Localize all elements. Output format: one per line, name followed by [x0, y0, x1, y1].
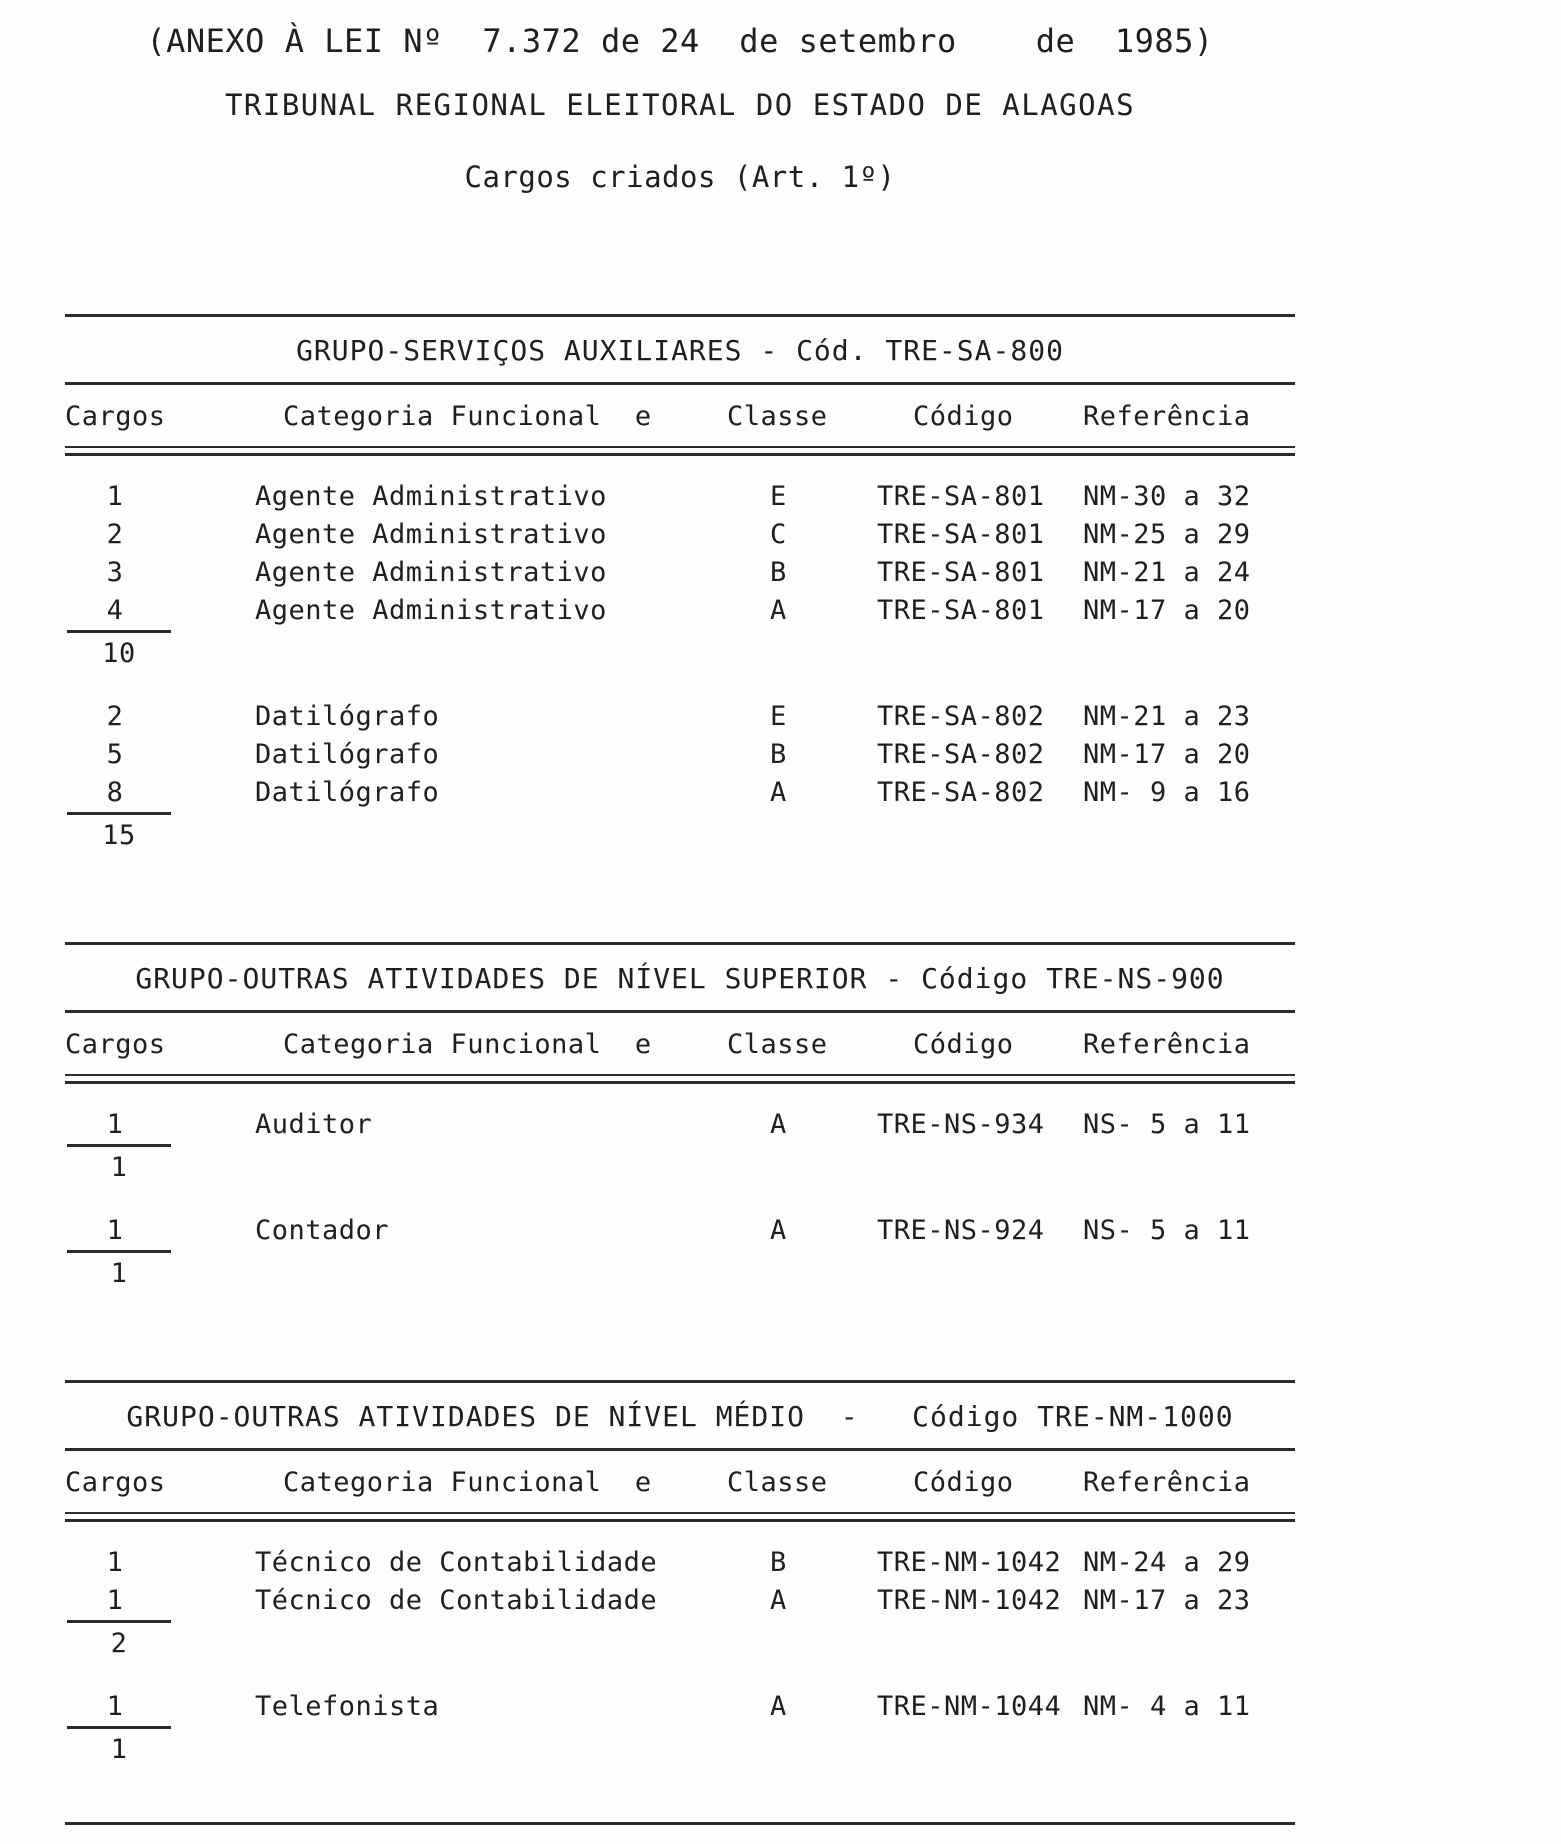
cell-categoria: Agente Administrativo [255, 519, 607, 550]
table-body [65, 456, 1295, 890]
column-header-row [65, 385, 1295, 446]
column-header: Cargos [65, 1029, 166, 1060]
cell-classe: A [770, 1109, 787, 1140]
cell-referencia: NM-17 a 20 [1083, 595, 1251, 626]
cell-categoria: Agente Administrativo [255, 557, 607, 588]
cell-cargos: 2 [106, 519, 124, 550]
table-row [65, 554, 1295, 592]
row-group [65, 1688, 1295, 1768]
cell-referencia: NS- 5 a 11 [1083, 1109, 1251, 1140]
row-group [65, 478, 1295, 672]
column-header: Código [913, 401, 1014, 432]
cell-codigo: TRE-NM-1042 [877, 1585, 1062, 1616]
cell-classe: E [770, 701, 787, 732]
cell-classe: A [770, 595, 787, 626]
column-header: Classe [727, 1029, 828, 1060]
section-title: GRUPO-OUTRAS ATIVIDADES DE NÍVEL SUPERIOR - Código TRE-NS-900 [135, 962, 1225, 995]
cell-cargos: 3 [106, 557, 124, 588]
cell-classe: A [770, 1585, 787, 1616]
cell-referencia: NM-21 a 23 [1083, 701, 1251, 732]
cell-cargos: 5 [106, 739, 124, 770]
cell-codigo: TRE-NM-1044 [877, 1691, 1062, 1722]
table-section-2 [65, 942, 1295, 1328]
cell-codigo: TRE-SA-801 [877, 519, 1045, 550]
table-row [65, 592, 1295, 630]
cell-categoria: Auditor [255, 1109, 373, 1140]
column-header: Cargos [65, 1467, 166, 1498]
cell-categoria: Telefonista [255, 1691, 440, 1722]
table-row [65, 1688, 1295, 1726]
cell-referencia: NM- 4 a 11 [1083, 1691, 1251, 1722]
cell-classe: A [770, 777, 787, 808]
table-row [65, 478, 1295, 516]
cell-classe: E [770, 481, 787, 512]
cell-cargos: 1 [106, 1109, 124, 1140]
subtotal-cargos: 15 [67, 812, 171, 854]
cell-codigo: TRE-SA-802 [877, 701, 1045, 732]
header-rule [65, 1512, 1295, 1522]
cell-cargos: 1 [106, 1691, 124, 1722]
cell-classe: C [770, 519, 787, 550]
annex-title: (ANEXO À LEI Nº 7.372 de 24 de setembro de 1985) [146, 22, 1214, 60]
column-header: Referência [1083, 1029, 1251, 1060]
column-header: Classe [727, 401, 828, 432]
tribunal-title: TRIBUNAL REGIONAL ELEITORAL DO ESTADO DE ALAGOAS [224, 88, 1136, 122]
cell-cargos: 2 [106, 701, 124, 732]
cell-cargos: 1 [106, 1215, 124, 1246]
cell-categoria: Agente Administrativo [255, 481, 607, 512]
cell-codigo: TRE-SA-801 [877, 557, 1045, 588]
cell-referencia: NM- 9 a 16 [1083, 777, 1251, 808]
cell-cargos: 1 [106, 481, 124, 512]
column-header: Categoria Funcional e [283, 1029, 652, 1060]
subtotal-cargos: 1 [67, 1726, 171, 1768]
table-body [65, 1084, 1295, 1328]
table-row [65, 1544, 1295, 1582]
cell-referencia: NM-24 a 29 [1083, 1547, 1251, 1578]
cell-codigo: TRE-NS-934 [877, 1109, 1045, 1140]
cell-classe: B [770, 739, 787, 770]
table-row [65, 1212, 1295, 1250]
cell-categoria: Técnico de Contabilidade [255, 1547, 658, 1578]
column-header: Classe [727, 1467, 828, 1498]
row-group [65, 698, 1295, 854]
column-header-row [65, 1013, 1295, 1074]
document-header [65, 22, 1295, 194]
tables-container [65, 314, 1295, 1804]
column-header: Categoria Funcional e [283, 401, 652, 432]
cell-categoria: Datilógrafo [255, 701, 440, 732]
subtotal-cargos: 2 [67, 1620, 171, 1662]
subtotal-cargos: 10 [67, 630, 171, 672]
column-header: Código [913, 1029, 1014, 1060]
cell-codigo: TRE-SA-802 [877, 777, 1045, 808]
cell-referencia: NM-17 a 20 [1083, 739, 1251, 770]
cell-referencia: NM-21 a 24 [1083, 557, 1251, 588]
subtotal-cargos: 1 [67, 1144, 171, 1186]
table-row [65, 1582, 1295, 1620]
cell-codigo: TRE-SA-802 [877, 739, 1045, 770]
column-header: Referência [1083, 401, 1251, 432]
cell-classe: A [770, 1215, 787, 1246]
table-row [65, 698, 1295, 736]
cell-cargos: 4 [106, 595, 124, 626]
cargos-subtitle: Cargos criados (Art. 1º) [464, 160, 896, 194]
column-header: Cargos [65, 401, 166, 432]
table-row [65, 736, 1295, 774]
table-row [65, 516, 1295, 554]
cell-categoria: Datilógrafo [255, 777, 440, 808]
cell-categoria: Técnico de Contabilidade [255, 1585, 658, 1616]
row-group [65, 1106, 1295, 1186]
cell-categoria: Datilógrafo [255, 739, 440, 770]
table-section-1 [65, 314, 1295, 890]
column-header-row [65, 1451, 1295, 1512]
bottom-rule [65, 1822, 1295, 1825]
table-row [65, 774, 1295, 812]
table-body [65, 1522, 1295, 1804]
cell-codigo: TRE-SA-801 [877, 595, 1045, 626]
table-row [65, 1106, 1295, 1144]
header-rule [65, 1074, 1295, 1084]
cell-codigo: TRE-NS-924 [877, 1215, 1045, 1246]
cell-cargos: 1 [106, 1547, 124, 1578]
cell-referencia: NM-25 a 29 [1083, 519, 1251, 550]
row-group [65, 1544, 1295, 1662]
cell-cargos: 1 [106, 1585, 124, 1616]
column-header: Referência [1083, 1467, 1251, 1498]
cell-classe: A [770, 1691, 787, 1722]
cell-referencia: NM-17 a 23 [1083, 1585, 1251, 1616]
cell-classe: B [770, 557, 787, 588]
section-title: GRUPO-SERVIÇOS AUXILIARES - Cód. TRE-SA-800 [296, 334, 1064, 367]
table-section-3 [65, 1380, 1295, 1804]
cell-cargos: 8 [106, 777, 124, 808]
cell-categoria: Contador [255, 1215, 390, 1246]
section-title: GRUPO-OUTRAS ATIVIDADES DE NÍVEL MÉDIO - Código TRE-NM-1000 [126, 1400, 1234, 1433]
cell-codigo: TRE-NM-1042 [877, 1547, 1062, 1578]
column-header: Categoria Funcional e [283, 1467, 652, 1498]
cell-categoria: Agente Administrativo [255, 595, 607, 626]
column-header: Código [913, 1467, 1014, 1498]
cell-referencia: NS- 5 a 11 [1083, 1215, 1251, 1246]
cell-classe: B [770, 1547, 787, 1578]
header-rule [65, 446, 1295, 456]
subtotal-cargos: 1 [67, 1250, 171, 1292]
cell-codigo: TRE-SA-801 [877, 481, 1045, 512]
row-group [65, 1212, 1295, 1292]
cell-referencia: NM-30 a 32 [1083, 481, 1251, 512]
